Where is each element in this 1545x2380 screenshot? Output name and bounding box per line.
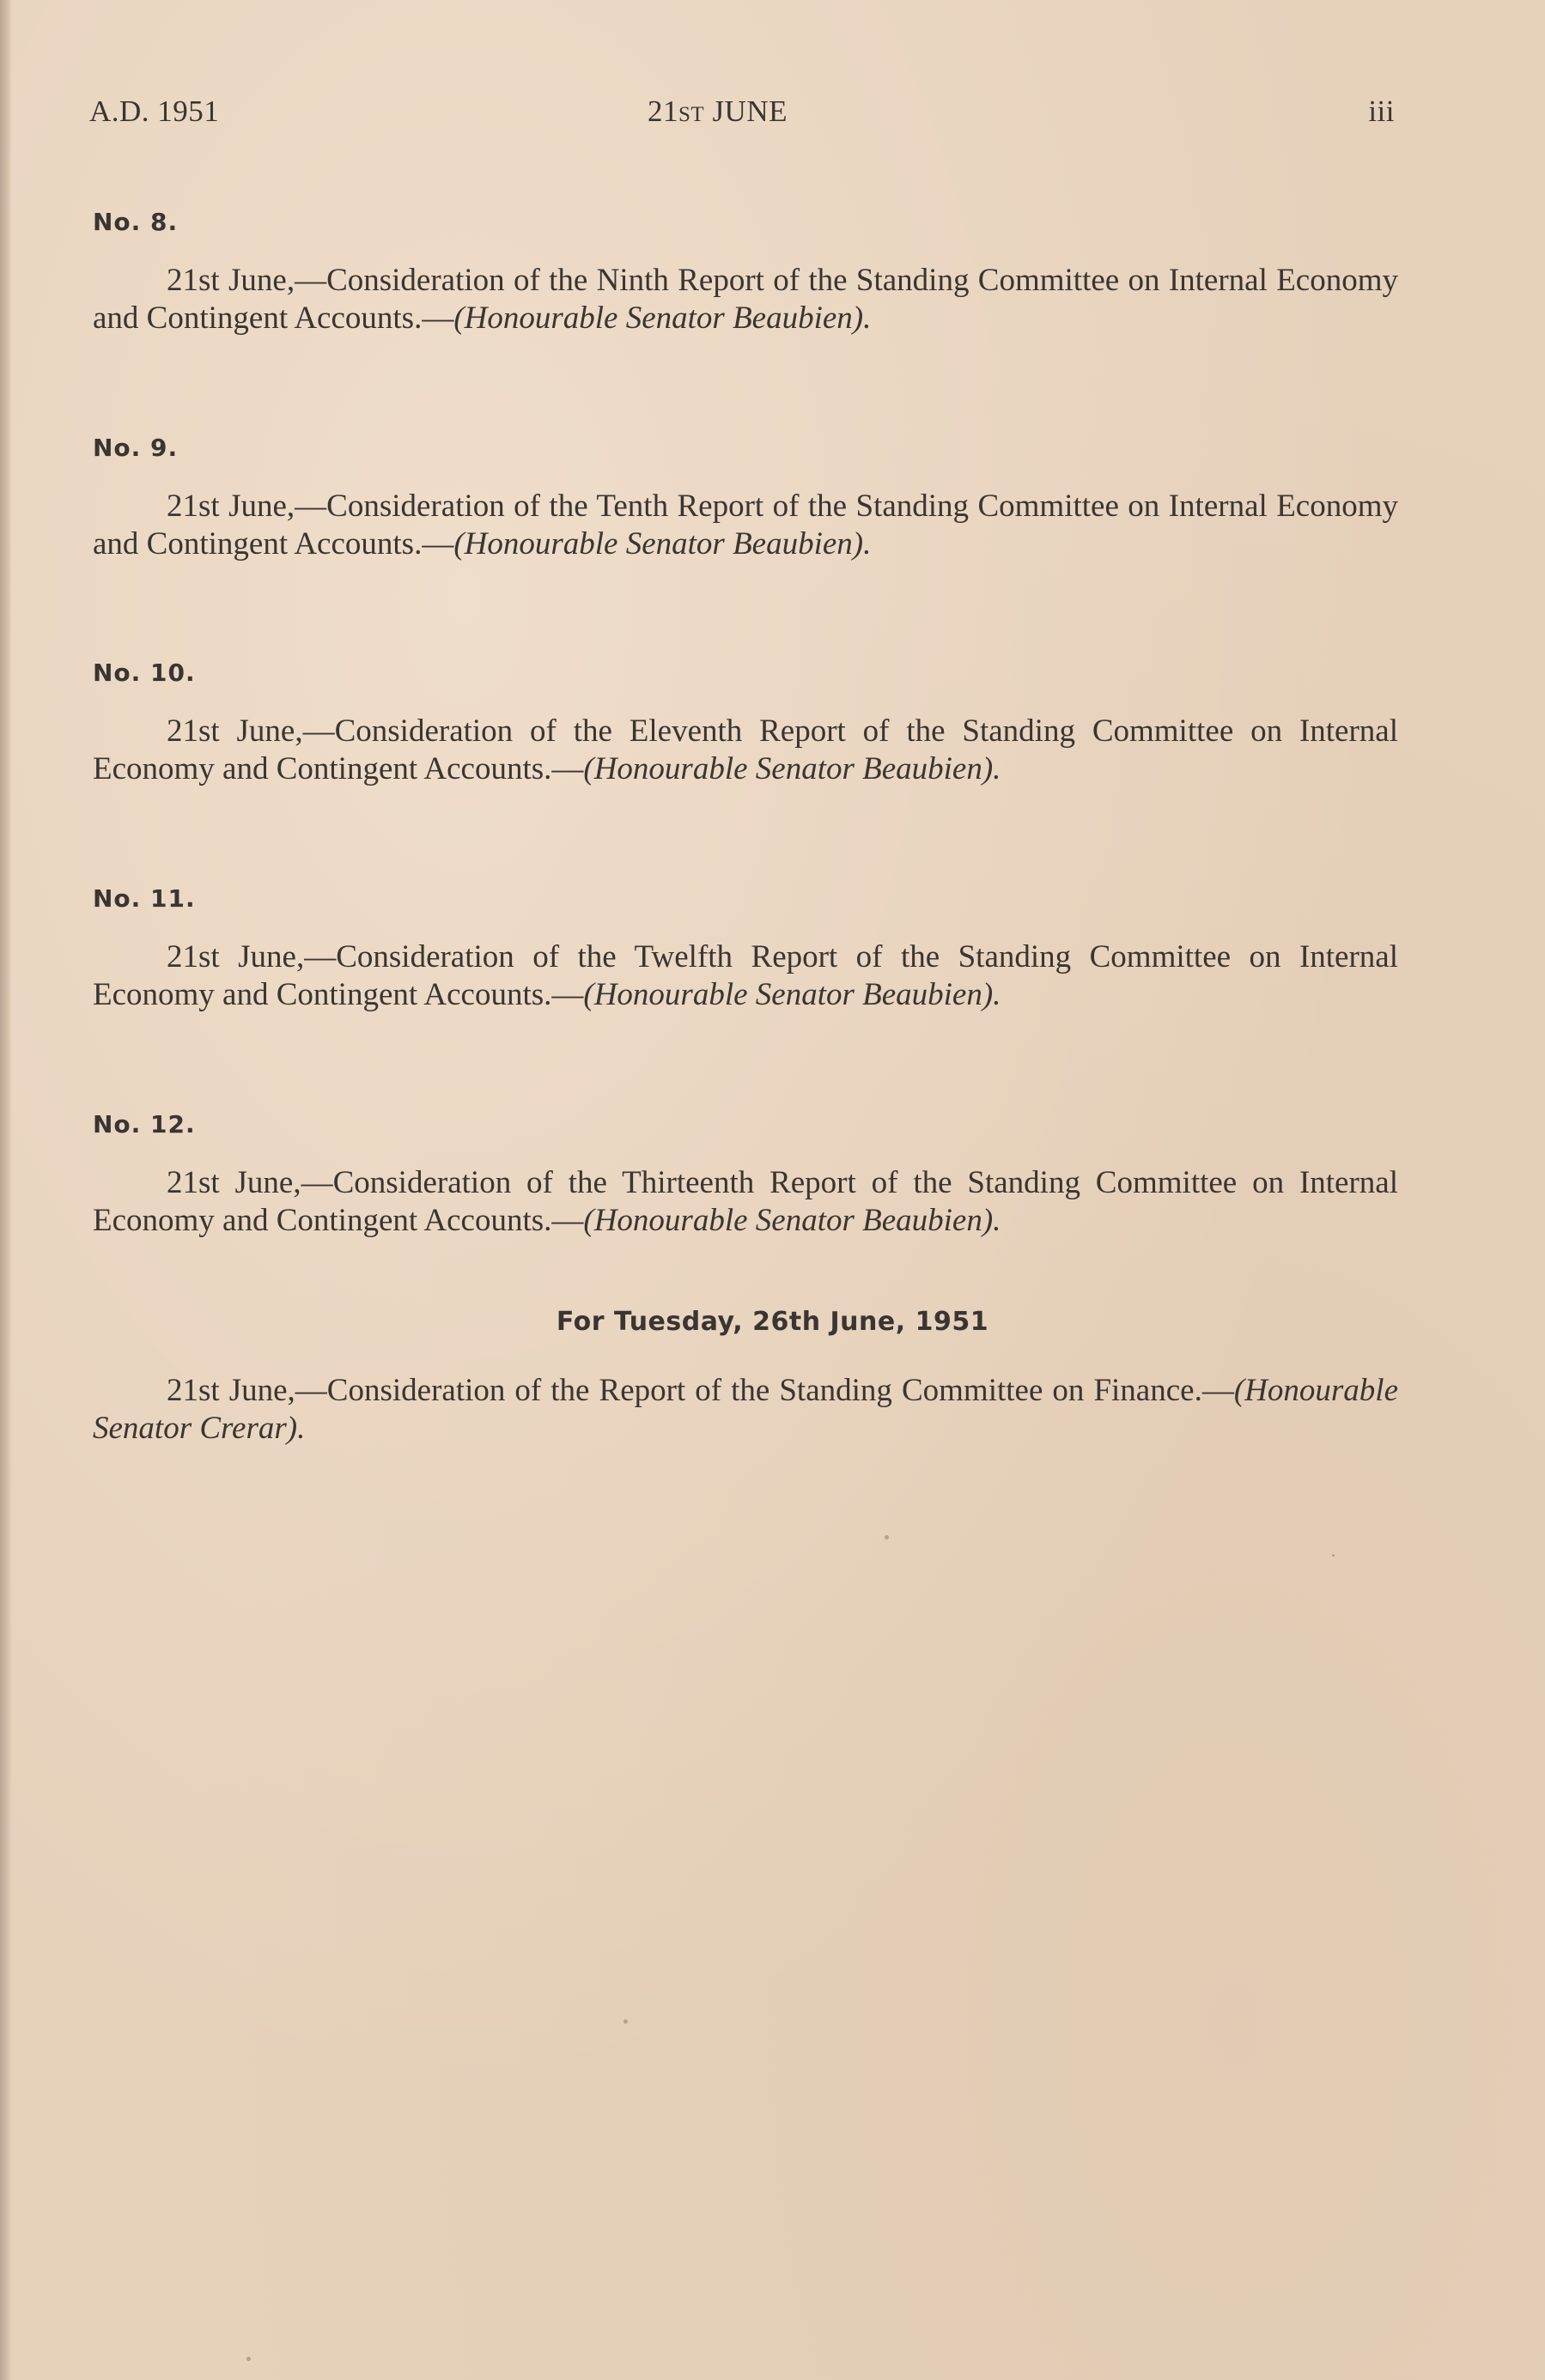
entry-body: 21st June,—Consideration of the Twelfth Report of the Standing Committee on Internal Economy and Contingent Accounts.— <box>93 939 1398 1012</box>
paper-speck <box>885 1535 889 1539</box>
section-heading: For Tuesday, 26th June, 1951 <box>556 1307 989 1337</box>
entry-text <box>93 938 1398 1014</box>
entry-number: No. 10. <box>93 659 196 687</box>
entry-attribution: (Honourable Senator Beaubien). <box>583 1203 1001 1238</box>
order-entry-8 <box>93 208 1398 337</box>
entry-attribution: (Honourable Senator Beaubien). <box>453 526 872 562</box>
entry-body: 21st June,—Consideration of the Tenth Report of the Standing Committee on Internal Economy and Contingent Accounts.— <box>93 489 1398 562</box>
section-entry <box>93 1372 1398 1448</box>
entry-text <box>93 1372 1398 1448</box>
entry-attribution: (Honourable Senator Beaubien). <box>453 301 872 336</box>
order-entry-12 <box>93 1110 1398 1240</box>
entry-body: 21st June,—Consideration of the Eleventh Report of the Standing Committee on Internal Economy and Contingent Accounts.— <box>93 713 1398 786</box>
entry-body: 21st June,—Consideration of the Ninth Report of the Standing Committee on Internal Economy and Contingent Accounts.— <box>93 263 1398 336</box>
entry-text <box>93 488 1398 563</box>
running-head-day: 21 <box>648 94 678 128</box>
entry-attribution: (Honourable Senator Beaubien). <box>583 977 1001 1012</box>
entry-text <box>93 262 1398 337</box>
running-head-date <box>648 94 788 129</box>
entry-number: No. 12. <box>93 1110 196 1138</box>
entry-text <box>93 1164 1398 1240</box>
entry-body: 21st June,—Consideration of the Report of the Standing Committee on Finance.— <box>167 1373 1234 1408</box>
paper-speck <box>623 2019 628 2024</box>
entry-number: No. 11. <box>93 884 196 913</box>
paper-speck <box>246 2357 251 2361</box>
running-head-year: A.D. 1951 <box>89 94 220 128</box>
order-entry-9 <box>93 434 1398 563</box>
order-entry-11 <box>93 884 1398 1014</box>
entry-attribution: (Honourable Senator Crerar). <box>93 1373 1398 1446</box>
entry-body: 21st June,—Consideration of the Thirteenth Report of the Standing Committee on Internal Economy and Contingent Accounts.— <box>93 1165 1398 1238</box>
order-entry-10 <box>93 659 1398 788</box>
running-head-day-suffix: st <box>678 94 705 128</box>
entry-text <box>93 713 1398 788</box>
paper-speck <box>1332 1554 1335 1557</box>
page-spine-shadow <box>0 0 12 2380</box>
running-head <box>89 94 1395 129</box>
entry-attribution: (Honourable Senator Beaubien). <box>583 751 1001 786</box>
running-head-month: JUNE <box>712 94 788 128</box>
page-number: iii <box>1368 94 1395 128</box>
entry-number: No. 8. <box>93 208 179 236</box>
entry-number: No. 9. <box>93 434 179 462</box>
